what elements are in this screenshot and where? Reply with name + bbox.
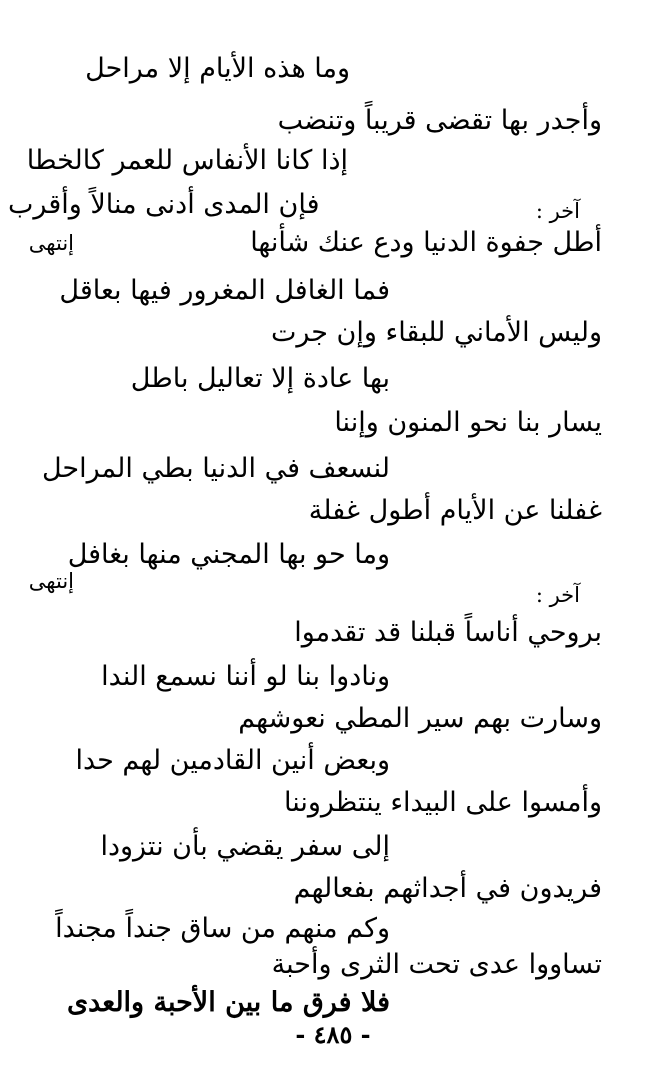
section-label-intaha: إنتهى xyxy=(28,231,74,255)
verse-line: وما هذه الأيام إلا مراحل xyxy=(85,53,350,84)
verse-line: وأجدر بها تقضى قريباً وتنضب xyxy=(277,105,602,136)
verse-line: فلا فرق ما بين الأحبة والعدى xyxy=(67,987,390,1018)
verse-line: فريدون في أجداثهم بفعالهم xyxy=(293,873,602,904)
verse-line: إلى سفر يقضي بأن نتزودا xyxy=(100,831,390,862)
verse-line: تساووا عدى تحت الثرى وأحبة xyxy=(271,949,602,980)
verse-line: فإن المدى أدنى منالاً وأقرب xyxy=(8,189,320,220)
verse-line: لنسعف في الدنيا بطي المراحل xyxy=(41,453,390,484)
verse-line: وبعض أنين القادمين لهم حدا xyxy=(75,745,390,776)
verse-line: وليس الأماني للبقاء وإن جرت xyxy=(270,317,602,348)
verse-line: وما حو بها المجني منها بغافل xyxy=(67,539,390,570)
section-label-akhar: آخر : xyxy=(535,199,580,223)
verse-line: وسارت بهم سير المطي نعوشهم xyxy=(238,703,602,734)
section-label-intaha: إنتهى xyxy=(28,569,74,593)
verse-line: ونادوا بنا لو أننا نسمع الندا xyxy=(101,661,390,692)
verse-line: غفلنا عن الأيام أطول غفلة xyxy=(308,495,602,526)
section-label-akhar: آخر : xyxy=(535,583,580,607)
verse-line: إذا كانا الأنفاس للعمر كالخطا xyxy=(26,145,348,176)
verse-line: يسار بنا نحو المنون وإننا xyxy=(334,407,602,438)
verse-line: وأمسوا على البيداء ينتظروننا xyxy=(283,787,602,818)
verse-line: فما الغافل المغرور فيها بعاقل xyxy=(59,275,390,306)
verse-line: بها عادة إلا تعاليل باطل xyxy=(130,363,390,394)
page-number: - ٤٨٥ - xyxy=(295,1020,371,1049)
verse-line: وكم منهم من ساق جنداً مجنداً xyxy=(55,913,390,944)
verse-line: بروحي أناساً قبلنا قد تقدموا xyxy=(294,617,602,648)
verse-line: أطل جفوة الدنيا ودع عنك شأنها xyxy=(250,227,602,258)
